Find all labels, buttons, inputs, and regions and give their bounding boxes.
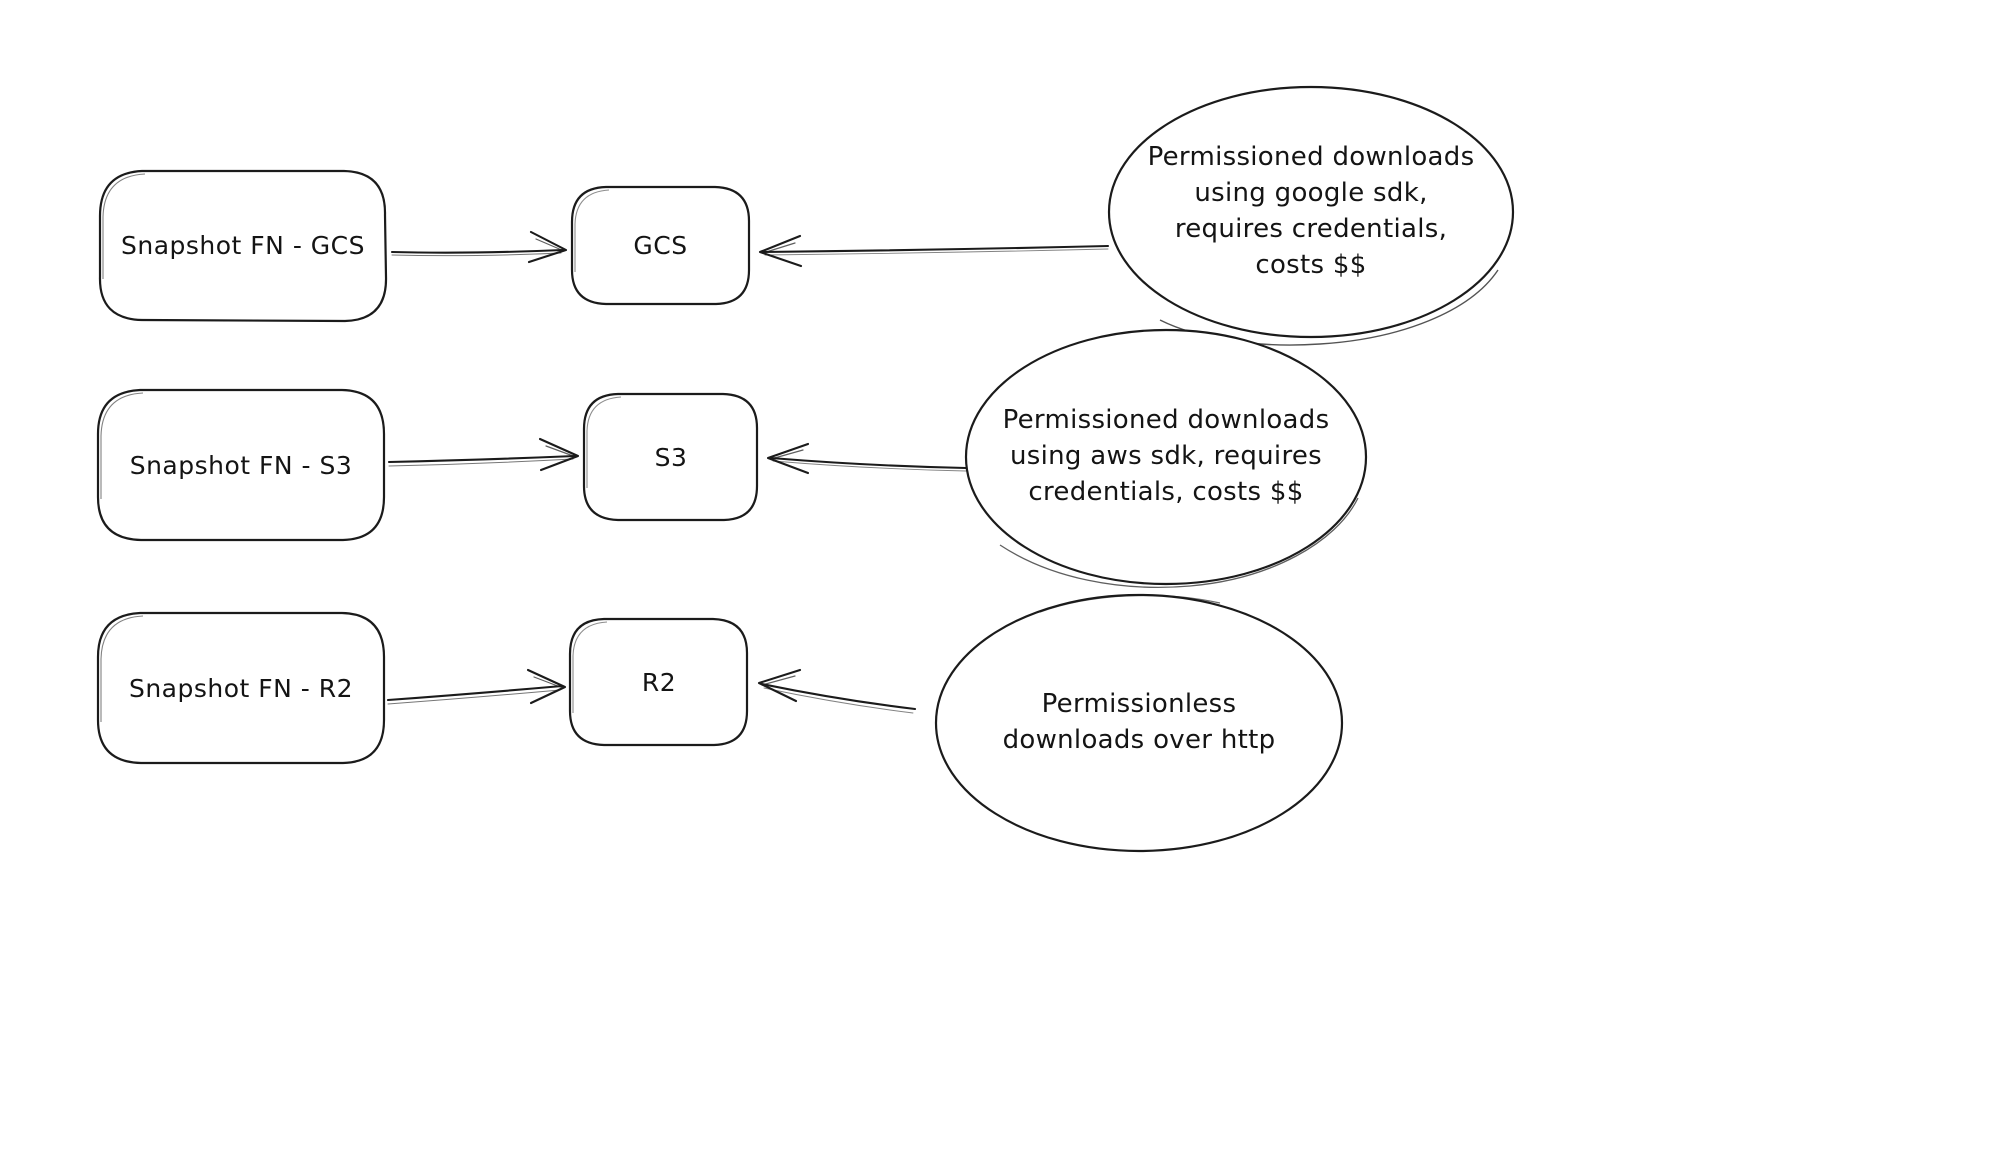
node-snapshot-fn-s3[interactable]	[98, 390, 384, 540]
node-shape	[584, 394, 757, 520]
arrow-gcs-note-to-target	[760, 236, 1108, 266]
node-shape	[100, 171, 386, 321]
node-shape	[572, 187, 749, 304]
note-bubble-r2[interactable]	[936, 595, 1342, 851]
arrow-gcs-source-to-target	[392, 232, 566, 262]
arrow-s3-source-to-target	[389, 439, 578, 470]
node-shape	[570, 619, 747, 745]
arrow-s3-note-to-target	[768, 444, 966, 473]
node-gcs[interactable]	[572, 187, 749, 304]
note-shape	[1109, 87, 1513, 337]
note-label-gcs: Permissioned downloads using google sdk, requires credentials, costs $$	[1147, 142, 1475, 280]
node-label-snapshot-fn-r2: Snapshot FN - R2	[128, 673, 354, 703]
node-shape	[98, 390, 384, 540]
node-label-gcs: GCS	[633, 231, 688, 260]
note-shape	[966, 330, 1366, 584]
node-label-snapshot-fn-s3: Snapshot FN - S3	[129, 450, 353, 480]
node-shape	[98, 613, 384, 763]
node-r2[interactable]	[570, 619, 747, 745]
node-snapshot-fn-r2[interactable]	[98, 613, 384, 763]
node-label-s3: S3	[654, 442, 688, 472]
node-s3[interactable]	[584, 394, 757, 520]
note-bubble-s3[interactable]	[966, 330, 1366, 587]
arrow-r2-note-to-target	[759, 670, 915, 713]
node-snapshot-fn-gcs[interactable]	[100, 171, 386, 321]
note-shape	[936, 595, 1342, 851]
node-label-r2: R2	[641, 667, 677, 697]
note-label-s3: Permissioned downloads using aws sdk, requires credentials, costs $$	[1002, 405, 1330, 507]
note-label-r2: Permissionless downloads over http	[1002, 689, 1276, 755]
arrow-r2-source-to-target	[388, 670, 565, 704]
note-bubble-gcs[interactable]	[1109, 87, 1513, 345]
node-label-snapshot-fn-gcs: Snapshot FN - GCS	[120, 231, 365, 260]
